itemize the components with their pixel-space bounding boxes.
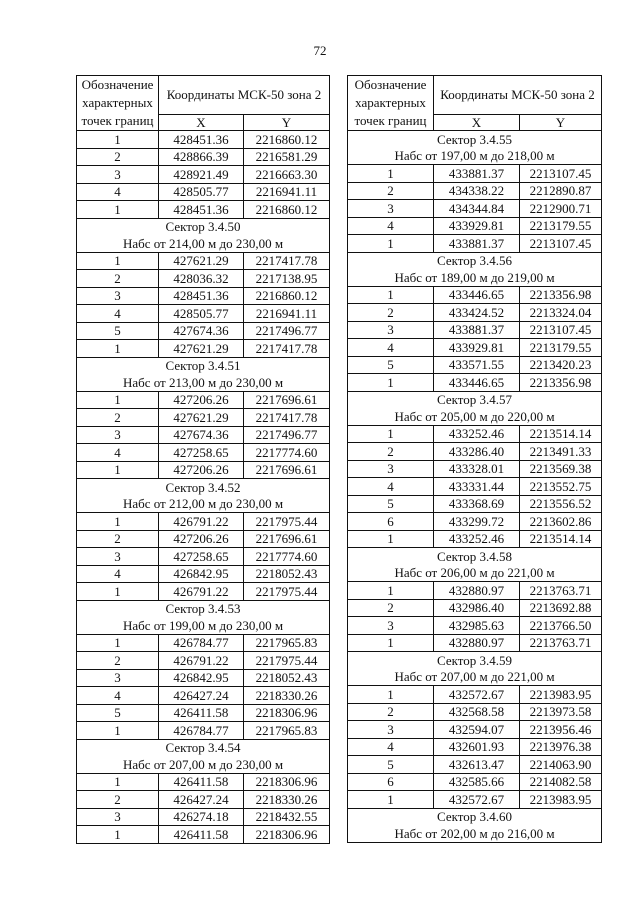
header-coordinates: Координаты МСК-50 зона 2 (159, 76, 330, 115)
coord-y: 2218052.43 (244, 669, 330, 687)
table-row (348, 634, 602, 652)
coord-x: 433424.52 (434, 304, 520, 322)
point-number: 4 (77, 183, 159, 201)
point-number: 4 (348, 478, 434, 496)
sector-name: Сектор 3.4.59 (348, 652, 602, 669)
coord-x: 427206.26 (159, 461, 244, 479)
table-row (77, 409, 330, 427)
coord-x: 426842.95 (159, 669, 244, 687)
coord-y: 2217417.78 (244, 409, 330, 427)
table-row (77, 391, 330, 409)
coord-y: 2213179.55 (520, 339, 602, 357)
coord-x: 427621.29 (159, 340, 244, 358)
table-row (348, 530, 602, 548)
point-number: 1 (77, 252, 159, 270)
point-number: 1 (348, 374, 434, 392)
coord-y: 2217496.77 (244, 426, 330, 444)
coord-y: 2213107.45 (520, 235, 602, 253)
sector-row (348, 565, 602, 582)
sector-row (348, 408, 602, 425)
point-number: 1 (348, 634, 434, 652)
coord-x: 432568.58 (434, 703, 520, 721)
coord-x: 432880.97 (434, 582, 520, 600)
table-row (77, 669, 330, 687)
table-row (348, 460, 602, 478)
table-row (348, 703, 602, 721)
point-number: 3 (77, 669, 159, 687)
table-row (77, 444, 330, 462)
coord-x: 432594.07 (434, 721, 520, 739)
coord-x: 427674.36 (159, 426, 244, 444)
table-row (77, 583, 330, 601)
coordinates-table-left (76, 75, 330, 844)
sector-row (348, 269, 602, 286)
point-number: 4 (348, 738, 434, 756)
point-number: 1 (77, 461, 159, 479)
coord-y: 2213569.38 (520, 460, 602, 478)
point-number: 3 (348, 200, 434, 218)
sector-height-range: Набс от 206,00 м до 221,00 м (348, 565, 602, 582)
coord-y: 2213514.14 (520, 425, 602, 443)
sector-name: Сектор 3.4.54 (77, 739, 330, 756)
coord-y: 2213324.04 (520, 304, 602, 322)
table-row (77, 773, 330, 791)
coord-y: 2216860.12 (244, 131, 330, 149)
coord-x: 426791.22 (159, 513, 244, 531)
point-number: 4 (77, 565, 159, 583)
coord-y: 2213107.45 (520, 165, 602, 183)
sector-row (348, 652, 602, 669)
table-row (348, 599, 602, 617)
table-row (348, 339, 602, 357)
sector-row (348, 391, 602, 408)
table-row (77, 322, 330, 340)
coord-y: 2218330.26 (244, 687, 330, 705)
table-row (348, 321, 602, 339)
sector-row (348, 148, 602, 165)
sector-row (348, 131, 602, 148)
table-row (77, 634, 330, 652)
point-number: 5 (77, 322, 159, 340)
coord-y: 2216860.12 (244, 287, 330, 305)
coord-y: 2217774.60 (244, 548, 330, 566)
sector-row (77, 739, 330, 756)
sector-height-range: Набс от 199,00 м до 230,00 м (77, 617, 330, 634)
point-number: 1 (77, 583, 159, 601)
table-row (77, 565, 330, 583)
coord-y: 2213976.38 (520, 738, 602, 756)
point-number: 1 (77, 722, 159, 740)
table-row (348, 478, 602, 496)
sector-row (77, 218, 330, 235)
point-number: 3 (348, 460, 434, 478)
table-row (348, 374, 602, 392)
point-number: 4 (348, 339, 434, 357)
coord-x: 426427.24 (159, 687, 244, 705)
coord-y: 2216860.12 (244, 201, 330, 219)
header-coordinates: Координаты МСК-50 зона 2 (434, 76, 602, 115)
point-number: 1 (77, 513, 159, 531)
table-row (348, 773, 602, 791)
coord-x: 428866.39 (159, 148, 244, 166)
sector-height-range: Набс от 202,00 м до 216,00 м (348, 825, 602, 842)
point-number: 3 (77, 808, 159, 826)
coord-x: 433446.65 (434, 374, 520, 392)
table-row (348, 425, 602, 443)
coord-y: 2216663.30 (244, 166, 330, 184)
coord-x: 428451.36 (159, 287, 244, 305)
point-number: 3 (348, 321, 434, 339)
point-number: 1 (77, 773, 159, 791)
table-row (77, 808, 330, 826)
sector-row (77, 617, 330, 634)
sector-name: Сектор 3.4.53 (77, 600, 330, 617)
point-number: 4 (348, 217, 434, 235)
coord-y: 2213692.88 (520, 599, 602, 617)
sector-row (77, 235, 330, 252)
point-number: 2 (77, 270, 159, 288)
table-row (348, 582, 602, 600)
table-row (348, 286, 602, 304)
coord-x: 432613.47 (434, 756, 520, 774)
table-row (77, 791, 330, 809)
table-row (348, 721, 602, 739)
coord-x: 427258.65 (159, 548, 244, 566)
point-number: 6 (348, 513, 434, 531)
coord-y: 2213556.52 (520, 495, 602, 513)
coord-y: 2216581.29 (244, 148, 330, 166)
table-row (348, 200, 602, 218)
sector-name: Сектор 3.4.55 (348, 131, 602, 148)
coord-x: 434338.22 (434, 182, 520, 200)
coord-y: 2218432.55 (244, 808, 330, 826)
coord-x: 433299.72 (434, 513, 520, 531)
sector-height-range: Набс от 205,00 м до 220,00 м (348, 408, 602, 425)
coord-x: 426411.58 (159, 773, 244, 791)
table-row (348, 791, 602, 809)
coord-x: 433368.69 (434, 495, 520, 513)
coord-y: 2213983.95 (520, 791, 602, 809)
sector-height-range: Набс от 189,00 м до 219,00 м (348, 269, 602, 286)
coord-y: 2213179.55 (520, 217, 602, 235)
sector-name: Сектор 3.4.58 (348, 548, 602, 565)
coord-y: 2213956.46 (520, 721, 602, 739)
table-row (77, 826, 330, 844)
table-row (77, 166, 330, 184)
coord-x: 427206.26 (159, 391, 244, 409)
coord-y: 2217965.83 (244, 634, 330, 652)
point-number: 4 (77, 687, 159, 705)
point-number: 2 (77, 530, 159, 548)
table-row (348, 495, 602, 513)
coord-y: 2216941.11 (244, 305, 330, 323)
point-number: 2 (348, 304, 434, 322)
point-number: 1 (348, 686, 434, 704)
coord-x: 433331.44 (434, 478, 520, 496)
point-number: 1 (348, 791, 434, 809)
table-row (348, 513, 602, 531)
coord-y: 2216941.11 (244, 183, 330, 201)
sector-name: Сектор 3.4.57 (348, 391, 602, 408)
point-number: 1 (77, 634, 159, 652)
sector-row (77, 479, 330, 496)
coord-y: 2218306.96 (244, 826, 330, 844)
coord-y: 2218330.26 (244, 791, 330, 809)
coord-x: 427258.65 (159, 444, 244, 462)
sector-height-range: Набс от 207,00 м до 230,00 м (77, 756, 330, 773)
sector-row (77, 600, 330, 617)
coord-x: 433286.40 (434, 443, 520, 461)
coord-y: 2214063.90 (520, 756, 602, 774)
table-row (77, 530, 330, 548)
coord-y: 2213983.95 (520, 686, 602, 704)
point-number: 2 (77, 652, 159, 670)
point-number: 1 (348, 165, 434, 183)
sector-name: Сектор 3.4.56 (348, 252, 602, 269)
sector-row (77, 496, 330, 513)
point-number: 3 (77, 548, 159, 566)
coord-y: 2217975.44 (244, 513, 330, 531)
coord-y: 2212900.71 (520, 200, 602, 218)
table-row (348, 617, 602, 635)
table-row (77, 183, 330, 201)
sector-height-range: Набс от 212,00 м до 230,00 м (77, 496, 330, 513)
sector-height-range: Набс от 207,00 м до 221,00 м (348, 669, 602, 686)
table-row (348, 165, 602, 183)
sector-name: Сектор 3.4.51 (77, 357, 330, 374)
table-row (348, 304, 602, 322)
coord-x: 433881.37 (434, 235, 520, 253)
point-number: 2 (77, 791, 159, 809)
coord-x: 427621.29 (159, 252, 244, 270)
coord-x: 428505.77 (159, 305, 244, 323)
sector-row (348, 669, 602, 686)
table-row (77, 252, 330, 270)
coord-y: 2217774.60 (244, 444, 330, 462)
coord-x: 426791.22 (159, 652, 244, 670)
table-row (77, 722, 330, 740)
coord-x: 427206.26 (159, 530, 244, 548)
header-y: Y (520, 115, 602, 131)
coord-x: 426411.58 (159, 704, 244, 722)
coord-y: 2217696.61 (244, 391, 330, 409)
coord-x: 428451.36 (159, 131, 244, 149)
table-row (348, 182, 602, 200)
point-number: 3 (348, 617, 434, 635)
coord-x: 426274.18 (159, 808, 244, 826)
coord-x: 432986.40 (434, 599, 520, 617)
coord-x: 432572.67 (434, 686, 520, 704)
coord-x: 426784.77 (159, 722, 244, 740)
coord-y: 2218306.96 (244, 704, 330, 722)
coord-x: 433881.37 (434, 165, 520, 183)
coord-y: 2217975.44 (244, 652, 330, 670)
coord-y: 2217696.61 (244, 461, 330, 479)
sector-row (77, 357, 330, 374)
table-row (348, 443, 602, 461)
coord-x: 426842.95 (159, 565, 244, 583)
coord-x: 432601.93 (434, 738, 520, 756)
point-number: 1 (77, 391, 159, 409)
coord-x: 433881.37 (434, 321, 520, 339)
point-number: 2 (348, 599, 434, 617)
coord-y: 2212890.87 (520, 182, 602, 200)
sector-row (348, 548, 602, 565)
coord-y: 2213763.71 (520, 582, 602, 600)
coord-y: 2217696.61 (244, 530, 330, 548)
table-row (77, 548, 330, 566)
sector-name: Сектор 3.4.60 (348, 808, 602, 825)
point-number: 1 (348, 286, 434, 304)
point-number: 2 (77, 409, 159, 427)
point-number: 4 (77, 444, 159, 462)
table-row (77, 687, 330, 705)
point-number: 1 (77, 201, 159, 219)
point-number: 1 (77, 340, 159, 358)
coord-y: 2217496.77 (244, 322, 330, 340)
table-row (77, 131, 330, 149)
point-number: 5 (348, 495, 434, 513)
coord-x: 428036.32 (159, 270, 244, 288)
coordinates-table-right (347, 75, 602, 843)
point-number: 5 (77, 704, 159, 722)
coord-x: 433571.55 (434, 356, 520, 374)
point-number: 1 (348, 425, 434, 443)
table-row (77, 513, 330, 531)
coord-x: 432585.66 (434, 773, 520, 791)
table-row (348, 217, 602, 235)
sector-row (348, 252, 602, 269)
coord-x: 426791.22 (159, 583, 244, 601)
coord-x: 428505.77 (159, 183, 244, 201)
point-number: 1 (348, 235, 434, 253)
sector-height-range: Набс от 213,00 м до 230,00 м (77, 374, 330, 391)
coord-y: 2213766.50 (520, 617, 602, 635)
coord-y: 2217965.83 (244, 722, 330, 740)
table-row (77, 461, 330, 479)
coord-x: 432880.97 (434, 634, 520, 652)
coord-y: 2213107.45 (520, 321, 602, 339)
point-number: 1 (348, 582, 434, 600)
coord-y: 2213973.58 (520, 703, 602, 721)
sector-name: Сектор 3.4.50 (77, 218, 330, 235)
sector-row (348, 825, 602, 842)
coord-x: 428451.36 (159, 201, 244, 219)
coord-y: 2218306.96 (244, 773, 330, 791)
table-row (77, 270, 330, 288)
point-number: 2 (348, 182, 434, 200)
coord-y: 2213763.71 (520, 634, 602, 652)
table-row (348, 686, 602, 704)
table-row (77, 148, 330, 166)
coord-x: 433929.81 (434, 339, 520, 357)
table-row (77, 305, 330, 323)
header-x: X (159, 115, 244, 131)
point-number: 3 (77, 426, 159, 444)
table-row (348, 235, 602, 253)
point-number: 1 (77, 131, 159, 149)
point-number: 3 (77, 287, 159, 305)
sector-height-range: Набс от 214,00 м до 230,00 м (77, 235, 330, 252)
point-number: 3 (348, 721, 434, 739)
table-row (77, 201, 330, 219)
coord-x: 433929.81 (434, 217, 520, 235)
point-number: 5 (348, 756, 434, 774)
coord-y: 2217138.95 (244, 270, 330, 288)
coord-y: 2213491.33 (520, 443, 602, 461)
coord-x: 428921.49 (159, 166, 244, 184)
coord-x: 426427.24 (159, 791, 244, 809)
sector-row (77, 374, 330, 391)
coord-y: 2213420.23 (520, 356, 602, 374)
table-row (77, 704, 330, 722)
coord-x: 433252.46 (434, 530, 520, 548)
coord-y: 2214082.58 (520, 773, 602, 791)
coord-y: 2217417.78 (244, 340, 330, 358)
sector-name: Сектор 3.4.52 (77, 479, 330, 496)
header-point-designation: Обозначение характерных точек границ (77, 76, 159, 131)
coord-y: 2213356.98 (520, 374, 602, 392)
table-row (77, 652, 330, 670)
coord-y: 2213552.75 (520, 478, 602, 496)
sector-row (348, 808, 602, 825)
point-number: 6 (348, 773, 434, 791)
coord-x: 432985.63 (434, 617, 520, 635)
coord-y: 2217975.44 (244, 583, 330, 601)
coord-x: 427674.36 (159, 322, 244, 340)
point-number: 4 (77, 305, 159, 323)
coord-x: 426411.58 (159, 826, 244, 844)
point-number: 2 (77, 148, 159, 166)
coord-y: 2217417.78 (244, 252, 330, 270)
coord-x: 432572.67 (434, 791, 520, 809)
table-row (77, 426, 330, 444)
sector-height-range: Набс от 197,00 м до 218,00 м (348, 148, 602, 165)
coord-x: 426784.77 (159, 634, 244, 652)
coord-x: 434344.84 (434, 200, 520, 218)
table-row (348, 756, 602, 774)
point-number: 2 (348, 703, 434, 721)
coord-x: 433446.65 (434, 286, 520, 304)
point-number: 5 (348, 356, 434, 374)
coord-y: 2213602.86 (520, 513, 602, 531)
point-number: 3 (77, 166, 159, 184)
coord-y: 2218052.43 (244, 565, 330, 583)
header-y: Y (244, 115, 330, 131)
table-row (348, 356, 602, 374)
coord-x: 427621.29 (159, 409, 244, 427)
table-row (348, 738, 602, 756)
page-number: 72 (313, 43, 327, 58)
coord-y: 2213514.14 (520, 530, 602, 548)
table-row (77, 340, 330, 358)
coord-y: 2213356.98 (520, 286, 602, 304)
point-number: 2 (348, 443, 434, 461)
coord-x: 433252.46 (434, 425, 520, 443)
header-x: X (434, 115, 520, 131)
point-number: 1 (348, 530, 434, 548)
sector-row (77, 756, 330, 773)
table-row (77, 287, 330, 305)
point-number: 1 (77, 826, 159, 844)
header-point-designation: Обозначение характерных точек границ (348, 76, 434, 131)
coord-x: 433328.01 (434, 460, 520, 478)
